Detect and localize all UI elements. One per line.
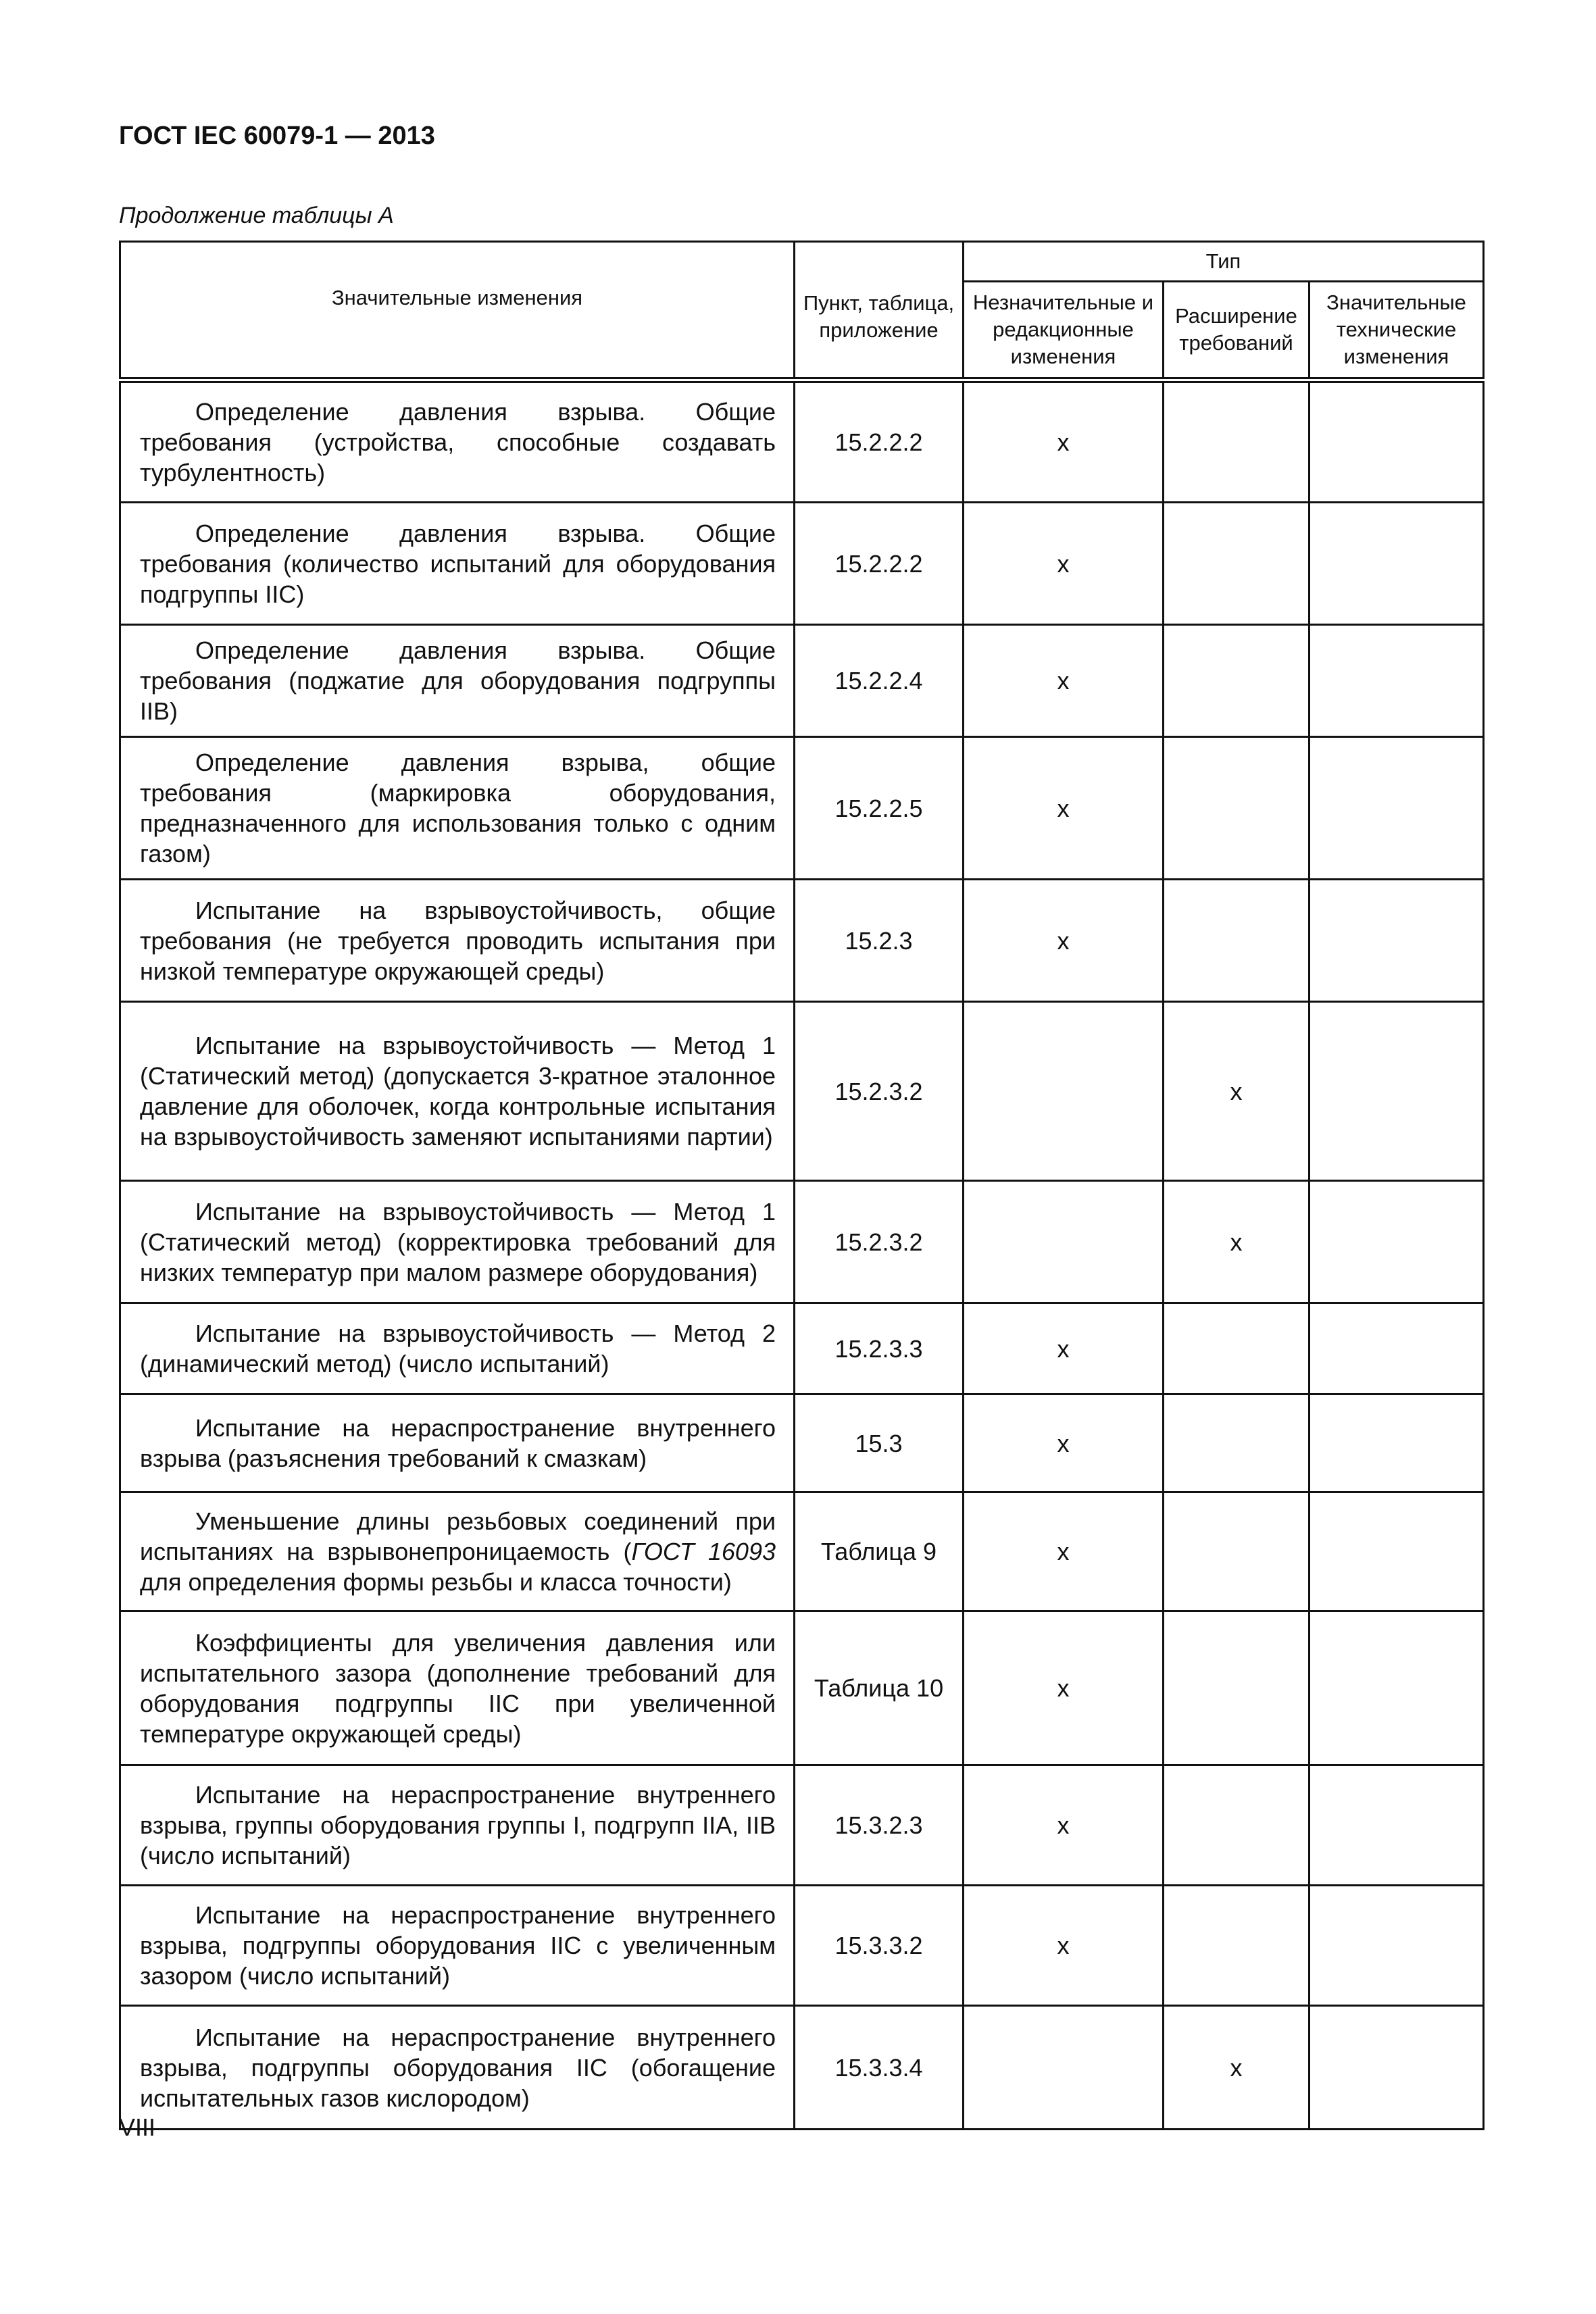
row-minor-mark: x bbox=[964, 1765, 1164, 1886]
row-clause: 15.2.2.2 bbox=[795, 503, 964, 625]
row-major-mark bbox=[1310, 1611, 1484, 1765]
row-description: Испытание на нераспространение внутреннего взрыва (разъяснения требований к смазкам) bbox=[140, 1414, 776, 1472]
row-description: Определение давления взрыва. Общие требования (устройства, способные создавать турбулентность) bbox=[140, 398, 776, 486]
row-minor-mark: x bbox=[964, 625, 1164, 737]
row-minor-mark: x bbox=[964, 1886, 1164, 2006]
row-description: Испытание на нераспространение внутреннего взрыва, группы оборудования группы I, подгрупп IIA, IIB (число испытаний) bbox=[140, 1781, 776, 1869]
row-major-mark bbox=[1310, 1765, 1484, 1886]
table-row bbox=[120, 1492, 1484, 1611]
table-row bbox=[120, 1765, 1484, 1886]
row-description bbox=[140, 1506, 776, 1597]
description-part: для определения формы резьбы и класса точности) bbox=[140, 1568, 732, 1596]
row-extension-mark bbox=[1164, 625, 1310, 737]
row-minor-mark: x bbox=[964, 737, 1164, 880]
row-clause: Таблица 10 bbox=[795, 1611, 964, 1765]
document-header: ГОСТ IEC 60079-1 — 2013 bbox=[119, 122, 435, 150]
row-extension-mark: x bbox=[1164, 1181, 1310, 1303]
row-major-mark bbox=[1310, 1303, 1484, 1394]
row-major-mark bbox=[1310, 503, 1484, 625]
row-major-mark bbox=[1310, 1394, 1484, 1492]
row-clause: 15.2.2.5 bbox=[795, 737, 964, 880]
row-major-mark bbox=[1310, 1492, 1484, 1611]
row-extension-mark bbox=[1164, 880, 1310, 1002]
row-description: Коэффициенты для увеличения давления или испытательного зазора (дополнение требований для оборудования подгруппы IIC при увеличенной температуре окружающей среды) bbox=[140, 1628, 776, 1748]
column-header-extension: Расширение требований bbox=[1164, 282, 1310, 380]
column-header-major: Значительные технические изменения bbox=[1310, 282, 1484, 380]
table-row bbox=[120, 1303, 1484, 1394]
row-clause: 15.2.2.2 bbox=[795, 380, 964, 503]
table-row bbox=[120, 1181, 1484, 1303]
row-major-mark bbox=[1310, 880, 1484, 1002]
row-description: Испытание на нераспространение внутреннего взрыва, подгруппы оборудования IIC с увеличенным зазором (число испытаний) bbox=[140, 1901, 776, 1990]
description-part: Уменьшение длины резьбовых соединений при испытаниях на взрывонепроницаемость ( bbox=[140, 1507, 776, 1565]
table-body bbox=[120, 380, 1484, 2130]
row-description: Определение давления взрыва. Общие требования (количество испытаний для оборудования подгруппы IIC) bbox=[140, 519, 776, 608]
row-description: Испытание на взрывоустойчивость — Метод 2 (динамический метод) (число испытаний) bbox=[140, 1319, 776, 1378]
row-extension-mark bbox=[1164, 380, 1310, 503]
row-extension-mark: x bbox=[1164, 2006, 1310, 2130]
standard-reference: ГОСТ 16093 bbox=[631, 1538, 776, 1565]
table-row bbox=[120, 1886, 1484, 2006]
row-clause: 15.2.2.4 bbox=[795, 625, 964, 737]
row-clause: Таблица 9 bbox=[795, 1492, 964, 1611]
page-number: VIII bbox=[119, 2113, 156, 2141]
row-extension-mark bbox=[1164, 1303, 1310, 1394]
row-major-mark bbox=[1310, 2006, 1484, 2130]
row-extension-mark bbox=[1164, 1492, 1310, 1611]
row-major-mark bbox=[1310, 380, 1484, 503]
row-minor-mark: x bbox=[964, 1611, 1164, 1765]
row-minor-mark: x bbox=[964, 1492, 1164, 1611]
table-row bbox=[120, 1002, 1484, 1181]
row-clause: 15.2.3.2 bbox=[795, 1002, 964, 1181]
table-caption: Продолжение таблицы А bbox=[119, 203, 394, 228]
row-minor-mark bbox=[964, 1181, 1164, 1303]
row-description: Испытание на взрывоустойчивость — Метод 1 (Статический метод) (корректировка требований для низких температур при малом размере оборудования) bbox=[140, 1197, 776, 1286]
row-extension-mark bbox=[1164, 1611, 1310, 1765]
row-description: Испытание на взрывоустойчивость, общие требования (не требуется проводить испытания при низкой температуре окружающей среды) bbox=[140, 896, 776, 985]
row-major-mark bbox=[1310, 1002, 1484, 1181]
changes-table bbox=[119, 241, 1485, 2130]
row-description: Определение давления взрыва. Общие требования (поджатие для оборудования подгруппы IIB) bbox=[140, 636, 776, 725]
row-minor-mark: x bbox=[964, 1303, 1164, 1394]
row-clause: 15.3.3.2 bbox=[795, 1886, 964, 2006]
table-row bbox=[120, 1394, 1484, 1492]
table-row bbox=[120, 2006, 1484, 2130]
row-clause: 15.3.2.3 bbox=[795, 1765, 964, 1886]
row-extension-mark bbox=[1164, 1765, 1310, 1886]
table-row bbox=[120, 380, 1484, 503]
row-description: Испытание на нераспространение внутреннего взрыва, подгруппы оборудования IIC (обогащение испытательных газов кислородом) bbox=[140, 2023, 776, 2112]
row-extension-mark bbox=[1164, 1394, 1310, 1492]
row-minor-mark: x bbox=[964, 1394, 1164, 1492]
row-clause: 15.3 bbox=[795, 1394, 964, 1492]
row-extension-mark: x bbox=[1164, 1002, 1310, 1181]
column-header-minor: Незначительные и редакционные изменения bbox=[964, 282, 1164, 380]
row-minor-mark bbox=[964, 1002, 1164, 1181]
row-major-mark bbox=[1310, 625, 1484, 737]
row-minor-mark: x bbox=[964, 380, 1164, 503]
table-row bbox=[120, 880, 1484, 1002]
column-header-type: Тип bbox=[964, 242, 1484, 282]
row-clause: 15.2.3 bbox=[795, 880, 964, 1002]
row-major-mark bbox=[1310, 1181, 1484, 1303]
table-row bbox=[120, 737, 1484, 880]
row-minor-mark: x bbox=[964, 880, 1164, 1002]
row-description: Испытание на взрывоустойчивость — Метод 1 (Статический метод) (допускается 3-кратное эталонное давление для оболочек, когда контрольные испытания на взрывоустойчивость заменяют испытаниями партии) bbox=[140, 1032, 776, 1151]
row-extension-mark bbox=[1164, 737, 1310, 880]
table-row bbox=[120, 1611, 1484, 1765]
row-major-mark bbox=[1310, 737, 1484, 880]
table-row bbox=[120, 503, 1484, 625]
column-header-clause: Пункт, таблица, приложение bbox=[795, 242, 964, 380]
table-row bbox=[120, 625, 1484, 737]
row-clause: 15.2.3.2 bbox=[795, 1181, 964, 1303]
table-header bbox=[120, 242, 1484, 380]
row-minor-mark bbox=[964, 2006, 1164, 2130]
row-extension-mark bbox=[1164, 1886, 1310, 2006]
row-description: Определение давления взрыва, общие требования (маркировка оборудования, предназначенного для использования только с одним газом) bbox=[140, 749, 776, 867]
row-extension-mark bbox=[1164, 503, 1310, 625]
row-major-mark bbox=[1310, 1886, 1484, 2006]
row-minor-mark: x bbox=[964, 503, 1164, 625]
column-header-description: Значительные изменения bbox=[120, 242, 795, 380]
row-clause: 15.2.3.3 bbox=[795, 1303, 964, 1394]
row-clause: 15.3.3.4 bbox=[795, 2006, 964, 2130]
